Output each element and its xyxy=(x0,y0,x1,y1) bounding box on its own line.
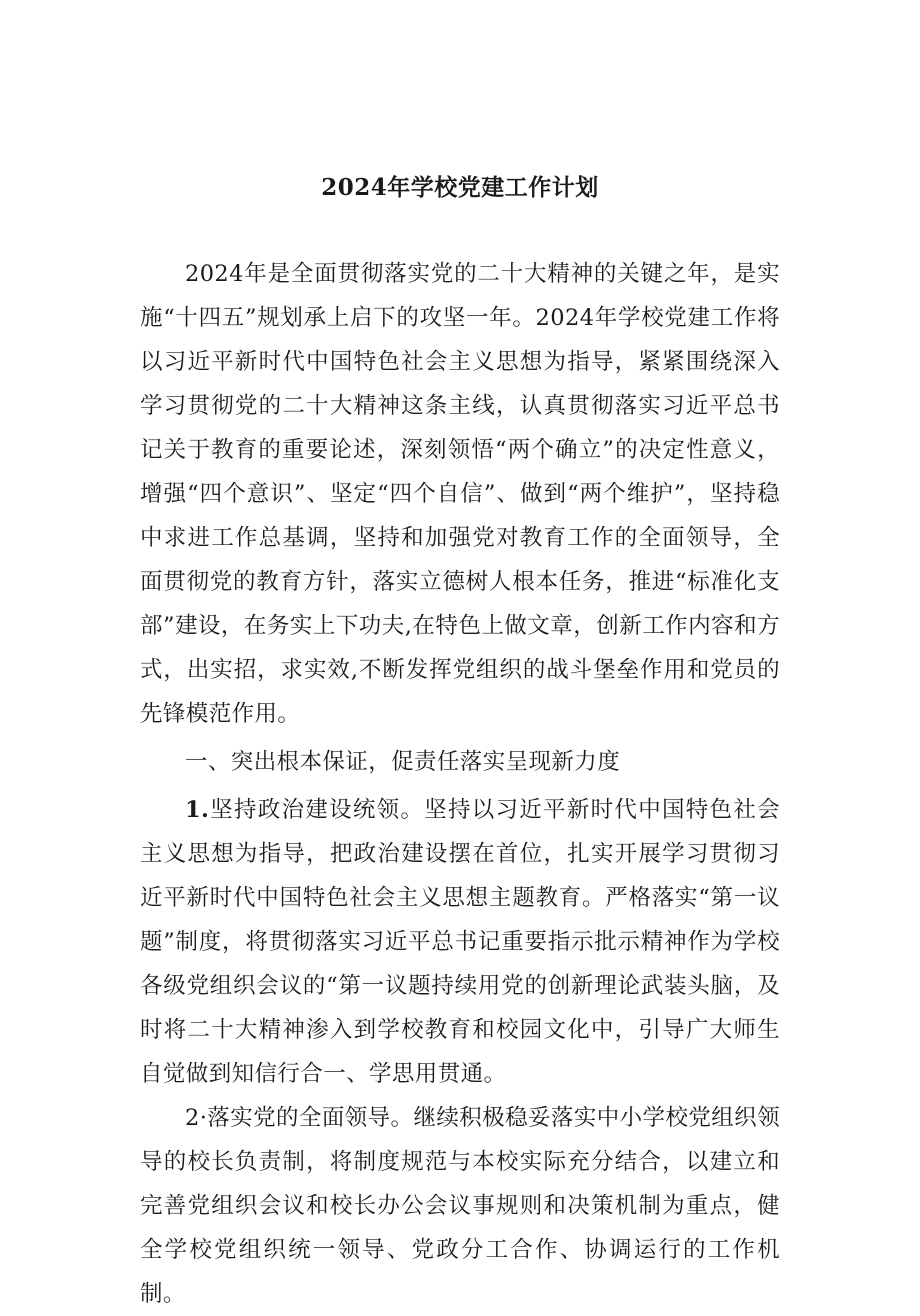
document-body xyxy=(140,252,780,1316)
item-text-2: 落实党的全面领导。继续积极稳妥落实中小学校党组织领导的校长负责制，将制度规范与本校实际充分结合，以建立和完善党组织会议和校长办公会议事规则和决策机制为重点，健全学校党组织统一领导、党政分工合作、协调运行的工作机制。 xyxy=(140,1105,780,1307)
section-heading-1: 一、突出根本保证，促责任落实呈现新力度 xyxy=(185,749,621,775)
item-number-1: 1. xyxy=(185,797,210,823)
item-paragraph-2 xyxy=(140,1096,780,1316)
item-text-1: 坚持政治建设统领。坚持以习近平新时代中国特色社会主义思想为指导，把政治建设摆在首位，扎实开展学习贯彻习近平新时代中国特色社会主义思想主题教育。严格落实“第一议题”制度，将贯彻落实习近平总书记重要指示批示精神作为学校各级党组织会议的“第一议题持续用党的创新理论武装头脑，及时将二十大精神渗入到学校教育和校园文化中，引导广大师生自觉做到知信行合一、学思用贯通。 xyxy=(140,797,780,1087)
title-text: 年学校党建工作计划 xyxy=(387,174,599,201)
item-paragraph-1 xyxy=(140,788,780,1096)
document-title xyxy=(0,172,920,204)
intro-paragraph: 2024年是全面贯彻落实党的二十大精神的关键之年，是实施“十四五”规划承上启下的攻坚一年。2024年学校党建工作将以习近平新时代中国特色社会主义思想为指导，紧紧围绕深入学习贯彻党的二十大精神这条主线，认真贯彻落实习近平总书记关于教育的重要论述，深刻领悟“两个确立”的决定性意义，增强“四个意识”、坚定“四个自信”、做到“两个维护”，坚持稳中求进工作总基调，坚持和加强党对教育工作的全面领导，全面贯彻党的教育方针，落实立德树人根本任务，推进“标准化支部”建设，在务实上下功夫,在特色上做文章，创新工作内容和方式，出实招，求实效,不断发挥党组织的战斗堡垒作用和党员的先锋模范作用。 xyxy=(140,261,780,727)
title-year: 2024 xyxy=(321,174,388,201)
item-number-2: 2· xyxy=(185,1105,208,1131)
